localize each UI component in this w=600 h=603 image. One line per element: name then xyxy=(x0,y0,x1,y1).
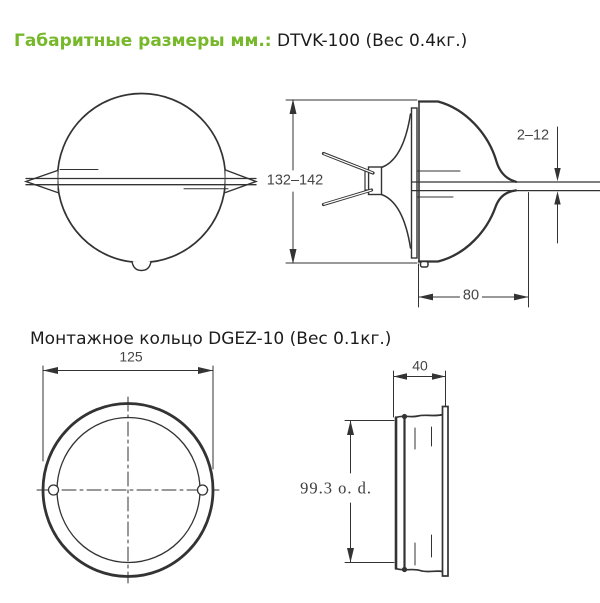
arrow-up xyxy=(554,191,560,204)
arrow-right xyxy=(514,294,529,301)
dim-label-height: 132–142 xyxy=(264,173,326,188)
arrow-left xyxy=(394,373,408,379)
horn-bell-upper xyxy=(382,114,411,168)
dim-label-ring-od: 99.3 o. d. xyxy=(297,479,375,496)
center-lines xyxy=(37,397,219,583)
ring-tick-lines xyxy=(415,427,432,565)
horn-bell-lower xyxy=(382,195,411,249)
arrow-up xyxy=(347,421,354,436)
arrow-right xyxy=(432,373,446,379)
flange-left-wing xyxy=(26,171,58,193)
ceiling-flange-lines xyxy=(412,182,600,191)
ring-flange xyxy=(443,407,449,577)
ring-side-view xyxy=(345,371,448,576)
screw-hole-left xyxy=(49,485,59,495)
flange-right-wing xyxy=(226,170,257,193)
flange-slot-lines xyxy=(26,179,256,185)
spring-wire-upper-inner xyxy=(324,154,373,173)
dim-label-depth: 80 xyxy=(460,288,482,303)
arrow-down xyxy=(347,548,354,563)
plate-slot-details xyxy=(417,171,460,197)
bottom-bump xyxy=(132,262,151,271)
ring-section-title: Монтажное кольцо DGEZ-10 (Вес 0.1кг.) xyxy=(30,329,392,349)
arrow-right xyxy=(198,367,213,374)
arrow-left xyxy=(419,294,434,301)
dim-label-ring-outer: 125 xyxy=(116,350,145,365)
magnet-step xyxy=(365,171,369,190)
dim-label-panel-thickness: 2–12 xyxy=(514,128,552,143)
page-title xyxy=(14,31,467,51)
ring-front-view xyxy=(37,366,219,583)
dtvk-front-view xyxy=(26,94,256,271)
dtvk-side-view xyxy=(286,99,600,307)
plate-foot xyxy=(421,262,429,268)
section-title-green: Габаритные размеры мм.: xyxy=(14,31,272,51)
mounting-plate xyxy=(412,108,418,258)
arrow-down xyxy=(290,249,297,264)
model-title: DTVK-100 (Вес 0.4кг.) xyxy=(277,31,468,51)
arrow-left xyxy=(43,367,58,374)
hemisphere-lower xyxy=(419,190,516,261)
arrow-down xyxy=(554,168,560,181)
dim-label-ring-depth: 40 xyxy=(409,359,431,374)
screw-hole-right xyxy=(198,485,208,495)
hemisphere-upper xyxy=(419,102,516,182)
arrow-up xyxy=(290,99,297,114)
spring-wire-lower-inner xyxy=(324,190,371,204)
